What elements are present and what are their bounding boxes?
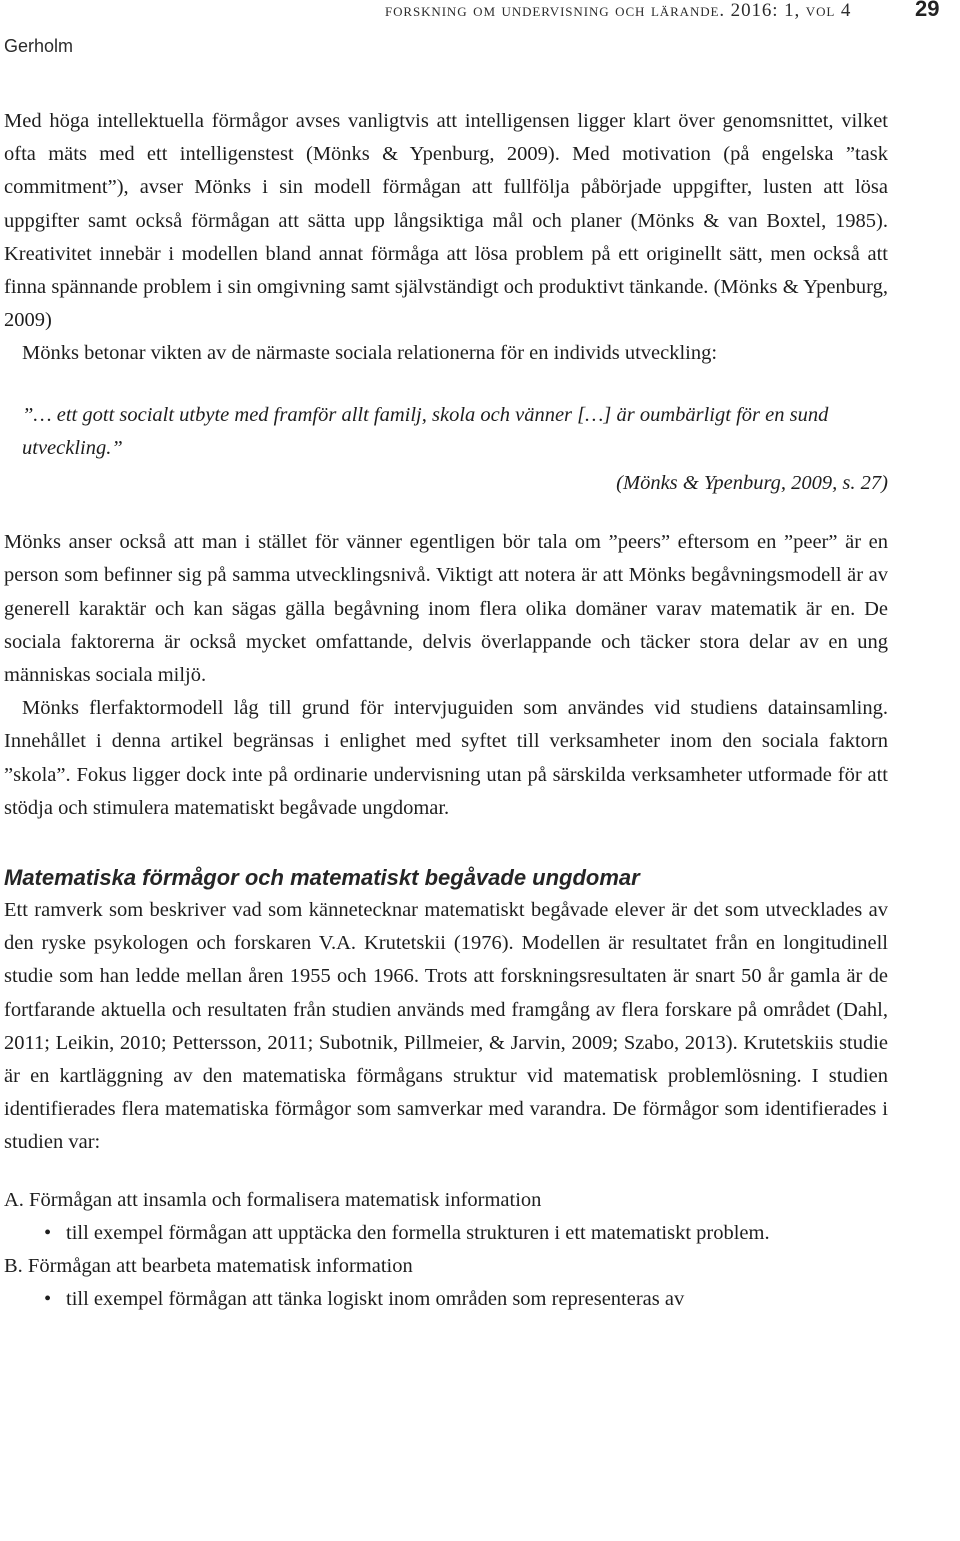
ability-a-label: A. Förmågan att insamla och formalisera matematisk information bbox=[4, 1188, 542, 1211]
bullet-icon: • bbox=[44, 1288, 52, 1311]
paragraph-peers: Mönks anser också att man i stället för vänner egentligen bör tala om ”peers” eftersom en ”peer” är en person som befinner sig på samma utvecklingsnivå. Viktigt att notera är att Mönks begåvningsmodell är av generell karaktär och kan sägas gälla begåvning inom flera olika domäner varav matematik är en. De sociala faktorerna är också mycket omfattande, delvis överlappande och täcker stora delar av en ung människas sociala miljö. bbox=[4, 531, 888, 687]
block-quote bbox=[22, 399, 888, 501]
abilities-list bbox=[4, 1184, 888, 1317]
ability-b-label: B. Förmågan att bearbeta matematisk information bbox=[4, 1255, 413, 1278]
quote-citation: (Mönks & Ypenburg, 2009, s. 27) bbox=[616, 472, 888, 495]
journal-header: forskning om undervisning och lärande. 2016: 1, vol 4 bbox=[385, 0, 852, 21]
page-number: 29 bbox=[915, 0, 940, 21]
article-body bbox=[4, 105, 888, 1317]
ability-a-example bbox=[4, 1217, 888, 1250]
ability-b-example-text: till exempel förmågan att tänka logiskt inom områden som representeras av bbox=[66, 1288, 685, 1311]
paragraph-social-relations: Mönks betonar vikten av de närmaste sociala relationerna för en individs utveckling: bbox=[22, 342, 718, 365]
paragraph-multifactor-model: Mönks flerfaktormodell låg till grund för intervjuguiden som användes vid studiens datainsamling. Innehållet i denna artikel begränsas i enlighet med syftet till verksamheter inom den sociala faktorn ”skola”. Fokus ligger dock inte på ordinarie undervisning utan på särskilda verksamheter utformade för att stödja och stimulera matematiskt begåvade ungdomar. bbox=[4, 697, 888, 819]
ability-a-example-text: till exempel förmågan att upptäcka den formella strukturen i ett matematiskt problem. bbox=[66, 1221, 770, 1244]
quote-text: ”… ett gott socialt utbyte med framför allt familj, skola och vänner […] är oumbärligt för en sund utveckling.” bbox=[22, 403, 829, 459]
paragraph-krutetskii: Ett ramverk som beskriver vad som kännetecknar matematiskt begåvade elever är det som utvecklades av den ryske psykologen och forskaren V.A. Krutetskii (1976). Modellen är resultatet från en longitudinell studie som han ledde mellan åren 1955 och 1966. Trots att forskningsresultaten är snart 50 år gamla är de fortfarande aktuella och resultaten från studien används med framgång av flera forskare på området (Dahl, 2011; Leikin, 2010; Pettersson, 2011; Subotnik, Pillmeier, & Jarvin, 2009; Szabo, 2013). Krutetskiis studie är en kartläggning av den matematiska förmågans struktur vid matematisk problemlösning. I studien identifierades flera matematiska förmågor som samverkar med varandra. De förmågor som identifierades i studien var: bbox=[4, 899, 888, 1154]
paragraph-intelligence: Med höga intellektuella förmågor avses vanligtvis att intelligensen ligger klart över genomsnittet, vilket ofta mäts med ett intelligenstest (Mönks & Ypenburg, 2009). Med motivation (på engelska ”task commitment”), avser Mönks i sin modell förmågan att fullfölja påbörjade uppgifter, lusten att lösa uppgifter samt också förmågan att sätta upp långsiktiga mål och planer (Mönks & van Boxtel, 1985). Kreativitet innebär i modellen bland annat förmåga att lösa problem på ett originellt sätt, men också att finna spännande problem i sin omgivning samt självständigt och produktivt tänkande. (Mönks & Ypenburg, 2009) bbox=[4, 110, 888, 332]
bullet-icon: • bbox=[44, 1221, 52, 1244]
section-heading: Matematiska förmågor och matematiskt begåvade ungdomar bbox=[4, 865, 640, 891]
ability-b-example bbox=[4, 1283, 888, 1316]
running-head-author: Gerholm bbox=[4, 36, 74, 56]
